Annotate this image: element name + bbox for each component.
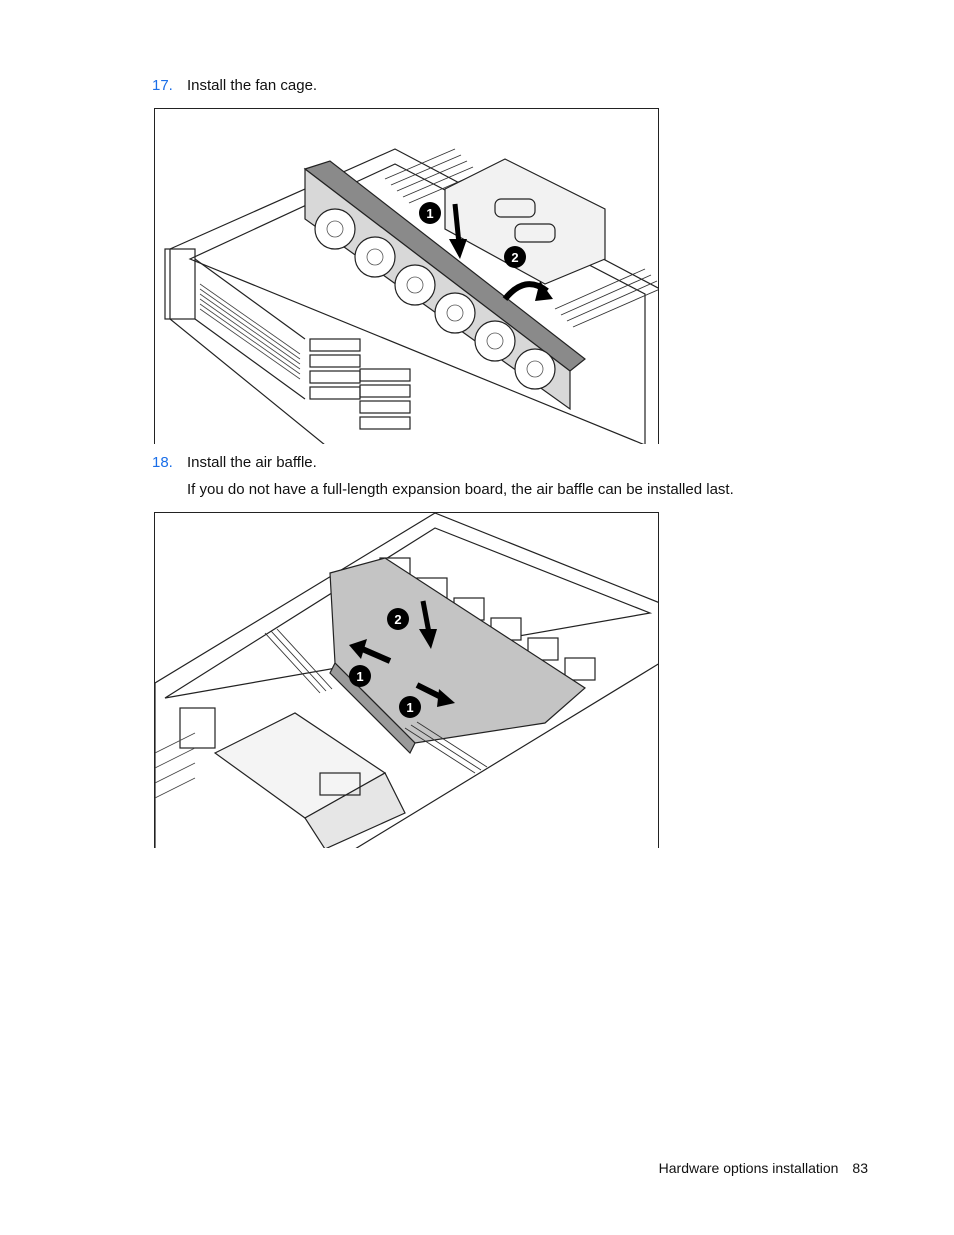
- svg-text:2: 2: [394, 612, 402, 627]
- svg-text:2: 2: [511, 250, 519, 265]
- page-number: 83: [852, 1160, 868, 1176]
- step-number: 18.: [152, 454, 173, 471]
- footer-section-title: Hardware options installation: [658, 1160, 839, 1176]
- step-18-note: If you do not have a full-length expansion board, the air baffle can be installed last.: [187, 481, 734, 498]
- svg-text:1: 1: [356, 669, 364, 684]
- air-baffle-drawing: [155, 513, 659, 848]
- step-text: Install the air baffle.: [187, 454, 317, 471]
- svg-text:1: 1: [426, 206, 434, 221]
- callout-1: [419, 202, 441, 224]
- callout-2: [387, 608, 409, 630]
- step-number: 17.: [152, 77, 173, 94]
- step-18: [152, 453, 317, 473]
- fan-cage-drawing: [155, 109, 659, 444]
- step-17: [152, 76, 317, 96]
- callout-2: [504, 246, 526, 268]
- air-baffle-illustration: [154, 512, 659, 848]
- callout-1-upper: [349, 665, 371, 687]
- callout-1-lower: [399, 696, 421, 718]
- fan-cage-illustration: [154, 108, 659, 444]
- step-text: Install the fan cage.: [187, 77, 318, 94]
- page-footer: [659, 1158, 868, 1178]
- svg-text:1: 1: [406, 700, 414, 715]
